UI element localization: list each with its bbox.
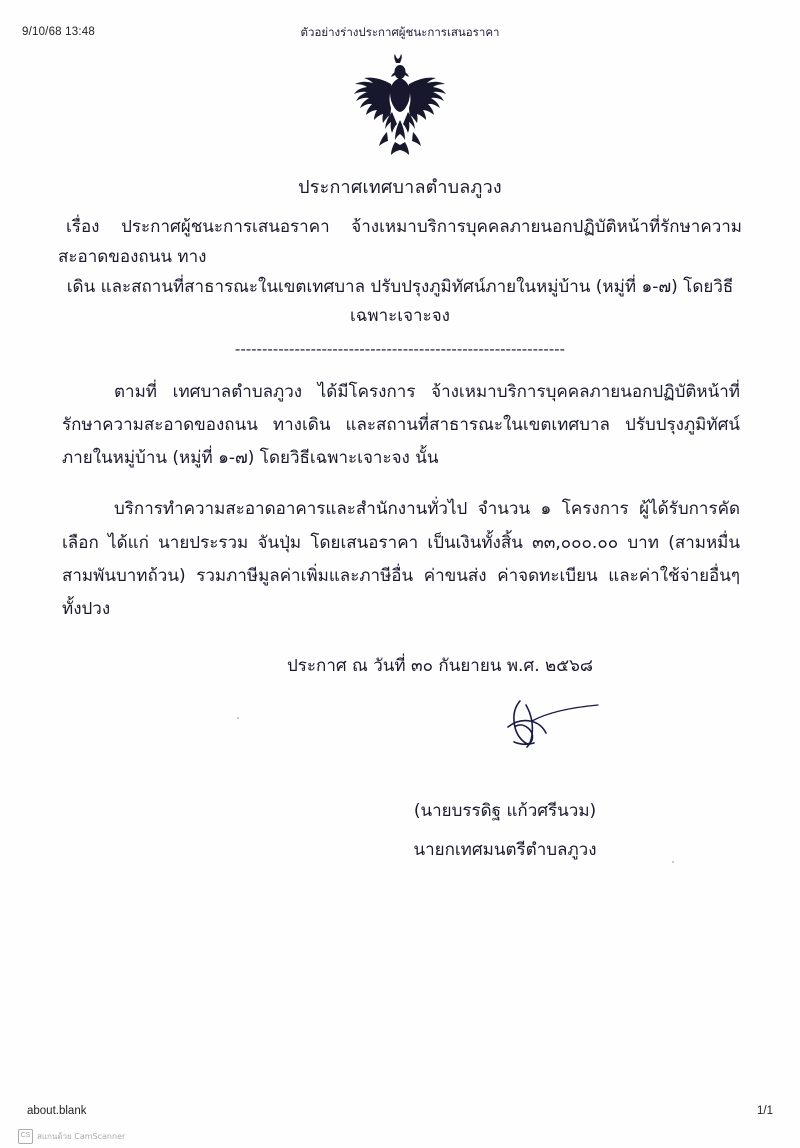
- garuda-emblem: [0, 54, 800, 162]
- print-header-title: ตัวอย่างร่างประกาศผู้ชนะการเสนอราคา: [300, 25, 500, 39]
- divider: -------------------------------------------------------------: [234, 340, 566, 358]
- page-title: ประกาศเทศบาลตำบลภูวง: [298, 177, 502, 198]
- signature-role: นายกเทศมนตรีตำบลภูวง: [413, 839, 597, 860]
- paragraph-2-text: บริการทำความสะอาดอาคารและสำนักงานทั่วไป จำนวน ๑ โครงการ ผู้ได้รับการคัดเลือก ได้แก่ นายประรวม จันปุ่ม โดยเสนอราคา เป็นเงินทั้งสิ้น ๓๓,๐๐๐.๐๐ บาท (สามหมื่นสามพันบาทถ้วน) รวมภาษีมูลค่าเพิ่มและภาษีอื่น ค่าขนส่ง ค่าจดทะเบียน และค่าใช้จ่ายอื่นๆ ทั้งปวง: [62, 499, 740, 619]
- signature-name: (นายบรรดิฐ แก้วศรีนวม): [413, 800, 597, 821]
- announce-date: ประกาศ ณ วันที่ ๓๐ กันยายน พ.ศ. ๒๕๖๘: [286, 655, 594, 676]
- subject-block: [58, 213, 742, 332]
- print-header: [0, 26, 800, 42]
- signature-area: [0, 685, 800, 805]
- scan-speck: [672, 861, 674, 863]
- print-header-date: 9/10/68 13:48: [22, 26, 95, 38]
- scan-speck: [237, 717, 239, 719]
- print-footer-page: 1/1: [757, 1105, 773, 1117]
- paragraph-2: [62, 493, 740, 626]
- signature-mark: [480, 695, 600, 785]
- camscanner-label: สแกนด้วย CamScanner: [37, 1132, 126, 1141]
- camscanner-badge: CS: [18, 1129, 33, 1144]
- print-footer-url: about.blank: [27, 1105, 87, 1117]
- paragraph-1-text: ตามที่ เทศบาลตำบลภูวง ได้มีโครงการ จ้างเหมาบริการบุคคลภายนอกปฏิบัติหน้าที่รักษาความสะอาดของถนน ทางเดิน และสถานที่สาธารณะในเขตเทศบาล ปรับปรุงภูมิทัศน์ภายในหมู่บ้าน (หมู่ที่ ๑-๗) โดยวิธีเฉพาะเจาะจง นั้น: [62, 382, 740, 469]
- print-footer: [0, 1105, 800, 1121]
- subject-line-2: เดิน และสถานที่สาธารณะในเขตเทศบาล ปรับปรุงภูมิทัศน์ภายในหมู่บ้าน (หมู่ที่ ๑-๗) โดยวิธีเฉพาะเจาะจง: [66, 276, 734, 327]
- subject-line-1: เรื่อง ประกาศผู้ชนะการเสนอราคา จ้างเหมาบริการบุคคลภายนอกปฏิบัติหน้าที่รักษาความสะอาดของถนน ทาง: [58, 217, 742, 267]
- camscanner-watermark: [18, 1129, 125, 1144]
- paragraph-1: [62, 376, 740, 475]
- document-content: [0, 52, 800, 863]
